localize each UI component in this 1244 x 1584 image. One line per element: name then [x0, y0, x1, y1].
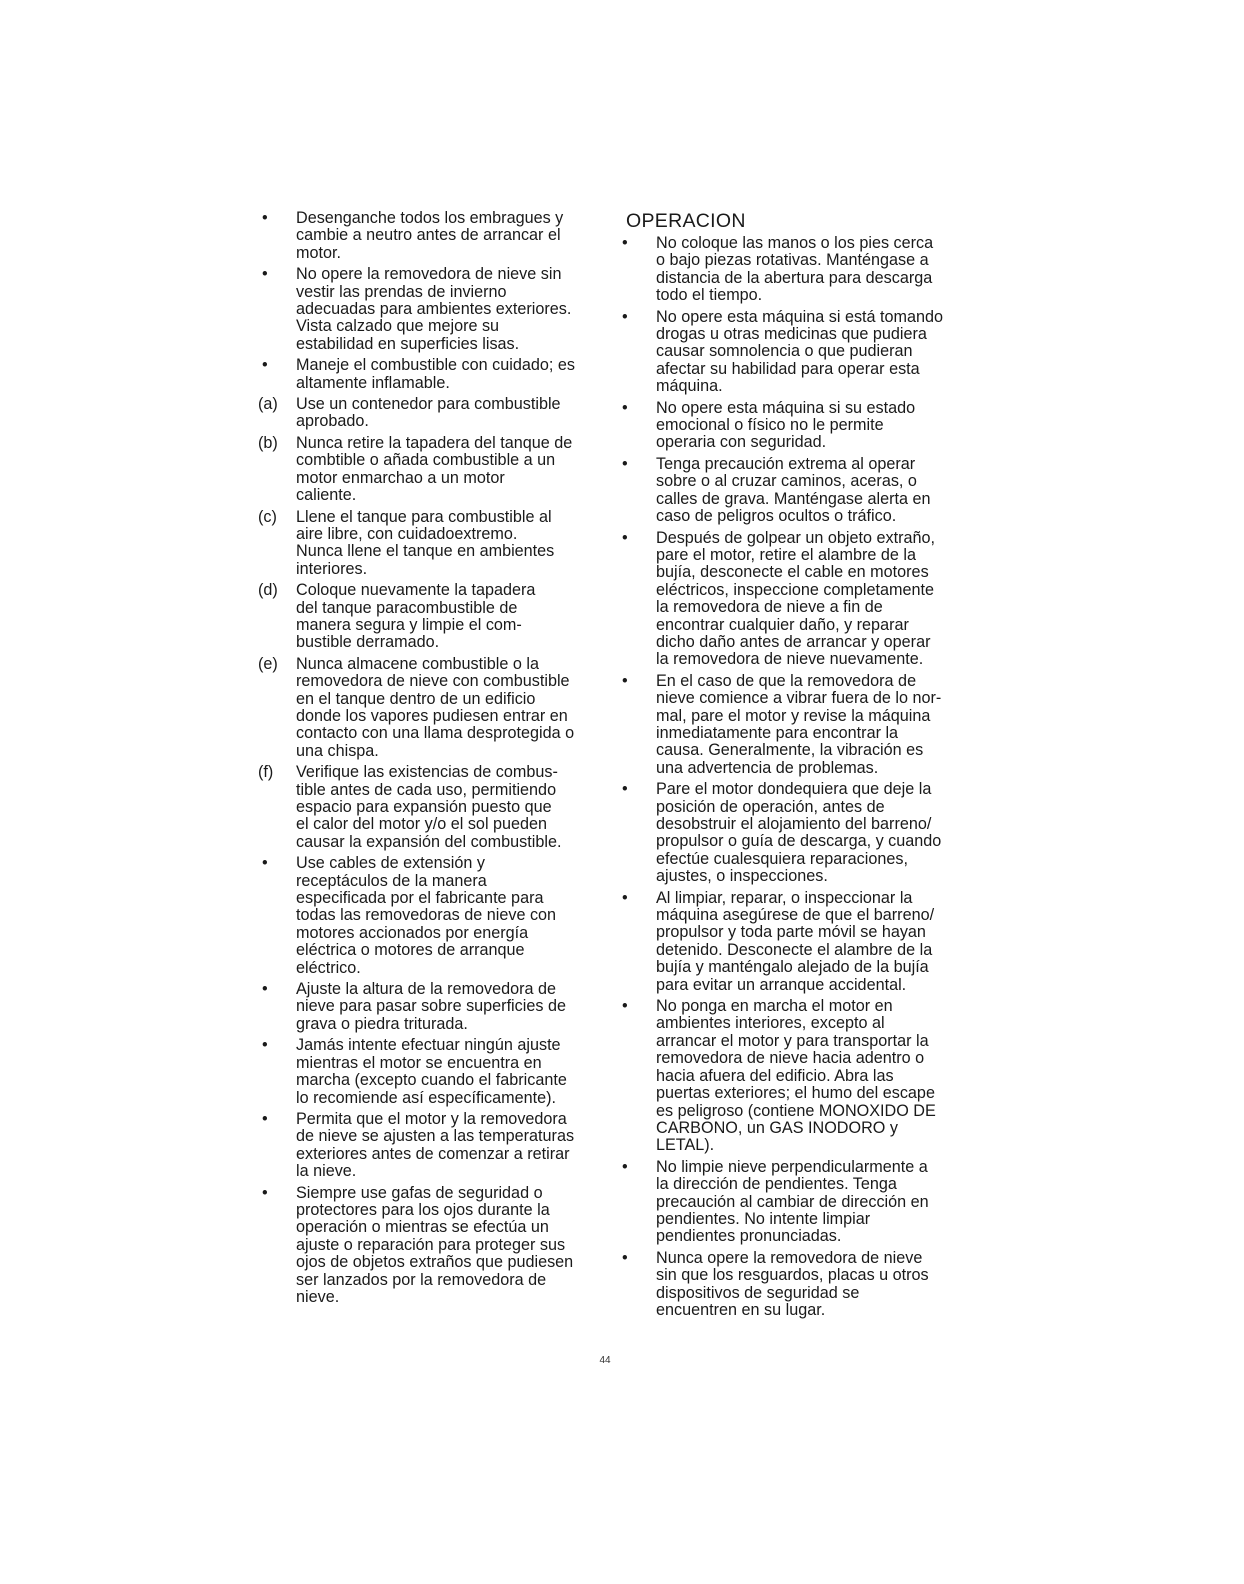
list-item — [258, 855, 604, 977]
list-item — [618, 530, 978, 669]
list-item-text: Nunca almacene combustible o la removedora de nieve con combustible en el tanque dentro de un edificio donde los vapores pudiesen entrar en contacto con una llama desprotegida o una chispa. — [296, 654, 575, 760]
list-item-text: No opere la removedora de nieve sin vestir las prendas de invierno adecuadas para ambientes exteriores. Vista calzado que mejore su estabilidad en superficies lisas. — [296, 265, 572, 353]
list-item-text: Pare el motor dondequiera que deje la posición de operación, antes de desobstruir el alojamiento del barreno/ propulsor o guía de descarga, y cuando efectúe cualesquiera reparaciones, ajustes, o inspecciones. — [656, 780, 942, 886]
list-item-text: Llene el tanque para combustible al aire libre, con cuidadoextremo. Nunca llene el tanque en ambientes interiores. — [296, 507, 555, 578]
bullet-marker: • — [622, 780, 628, 799]
list-item-text: Después de golpear un objeto extraño, pare el motor, retire el alambre de la bujía, desconecte el cable en motores eléctricos, inspeccione completamente la removedora de nieve a fin de encontrar cualquier daño, y reparar dicho daño antes de arrancar y operar la removedora de nieve nuevamente. — [656, 528, 935, 669]
list-item-text: No coloque las manos o los pies cerca o bajo piezas rotativas. Manténgase a distancia de la abertura para descarga todo el tiempo. — [656, 234, 934, 305]
bullet-marker: • — [622, 888, 628, 907]
letter-marker: (c) — [258, 507, 277, 526]
bullet-marker: • — [262, 265, 268, 284]
bullet-marker: • — [622, 1248, 628, 1267]
list-item — [618, 309, 978, 396]
page-number: 44 — [599, 1355, 611, 1366]
bullet-marker: • — [622, 528, 628, 547]
bullet-marker: • — [622, 997, 628, 1016]
list-item — [258, 1037, 604, 1107]
bullet-marker: • — [622, 1157, 628, 1176]
list-item — [618, 235, 978, 305]
list-item-text: Desenganche todos los embragues y cambie a neutro antes de arrancar el motor. — [296, 209, 564, 262]
list-item-text: Verifique las existencias de combus- tible antes de cada uso, permitiendo espacio para expansión puesto que el calor del motor y/o el sol pueden causar la expansión del combustible. — [296, 763, 562, 851]
bullet-marker: • — [262, 854, 268, 873]
list-item-text: No opere esta máquina si está tomando drogas u otras medicinas que pudiera causar somnolencia o que pudieran afectar su habilidad para operar esta máquina. — [656, 307, 944, 396]
list-item-text: Jamás intente efectuar ningún ajuste mientras el motor se encuentra en marcha (excepto cuando el fabricante lo recomiende así específicamente). — [296, 1036, 567, 1107]
left-column — [258, 210, 604, 1310]
list-item-text: Maneje el combustible con cuidado; es altamente inflamable. — [296, 356, 575, 392]
list-item-text: Nunca retire la tapadera del tanque de combtible o añada combustible a un motor enmarchao a un motor caliente. — [296, 433, 573, 505]
list-item-text: Use cables de extensión y receptáculos de la manera especificada por el fabricante para todas las removedoras de nieve con motores accionados por energía eléctrica o motores de arranque eléctrico. — [296, 854, 557, 977]
list-item-text: No ponga en marcha el motor en ambientes interiores, excepto al arrancar el motor y para transportar la removedora de nieve hacia adentro o hacia afuera del edificio. Abra las puertas exteriores; el humo del escape es peligroso (contiene MONOXIDO DE CARBONO, un GAS INODORO y LETAL). — [656, 997, 936, 1155]
letter-marker: (d) — [258, 581, 278, 600]
list-item-text: No opere esta máquina si su estado emocional o físico no le permite operaria con seguridad. — [656, 398, 916, 452]
list-item-text: Nunca opere la removedora de nieve sin que los resguardos, placas u otros dispositivos de seguridad se encuentren en su lugar. — [656, 1248, 929, 1319]
right-column — [618, 210, 978, 1323]
bullet-marker: • — [622, 307, 628, 326]
list-item — [258, 582, 604, 652]
bullet-marker: • — [262, 1109, 268, 1128]
bullet-marker: • — [622, 398, 628, 417]
list-item-text: Permita que el motor y la removedora de nieve se ajusten a las temperaturas exteriores antes de comenzar a retirar la nieve. — [296, 1109, 575, 1181]
list-item — [258, 357, 604, 392]
list-item-text: No limpie nieve perpendicularmente a la dirección de pendientes. Tenga precaución al cambiar de dirección en pendientes. No intente limpiar pendientes pronunciadas. — [656, 1157, 929, 1246]
list-item-text: Al limpiar, reparar, o inspeccionar la máquina asegúrese de que el barreno/ propulsor y toda parte móvil se hayan detenido. Desconecte el alambre de la bujía y manténgalo alejado de la bujía para evitar un arranque accidental. — [656, 888, 935, 994]
list-item-text: En el caso de que la removedora de nieve comience a vibrar fuera de lo nor- mal, pare el motor y revise la máquina inmediatamente para encontrar la causa. Generalmente, la vibración es una advertencia de problemas. — [656, 671, 942, 777]
list-item — [618, 400, 978, 452]
list-item — [258, 396, 604, 431]
bullet-marker: • — [262, 1183, 268, 1202]
bullet-marker: • — [262, 209, 268, 227]
bullet-marker: • — [262, 980, 268, 999]
section-heading: OPERACION — [626, 210, 746, 232]
list-item — [258, 764, 604, 851]
list-item — [258, 1185, 604, 1307]
list-item-text: Coloque nuevamente la tapadera del tanque paracombustible de manera segura y limpie el com- bustible derramado. — [296, 581, 536, 652]
list-item-text: Tenga precaución extrema al operar sobre o al cruzar caminos, aceras, o calles de grava. Manténgase alerta en caso de peligros ocultos o tráfico. — [656, 454, 931, 526]
list-item — [258, 656, 604, 760]
list-item — [618, 1159, 978, 1246]
letter-marker: (a) — [258, 395, 278, 414]
list-item-text: Ajuste la altura de la removedora de nieve para pasar sobre superficies de grava o piedra triturada. — [296, 980, 566, 1033]
letter-marker: (e) — [258, 654, 278, 673]
list-item — [258, 1111, 604, 1181]
list-item — [258, 266, 604, 353]
list-item-text: Siempre use gafas de seguridad o protectores para los ojos durante la operación o mientras se efectúa un ajuste o reparación para proteger sus ojos de objetos extraños que pudiesen ser lanzados por la removedora de nieve. — [296, 1183, 574, 1306]
letter-marker: (b) — [258, 433, 278, 452]
bullet-marker: • — [622, 234, 628, 252]
list-item — [258, 509, 604, 579]
list-item — [618, 890, 978, 994]
list-item — [618, 673, 978, 777]
bullet-marker: • — [622, 671, 628, 690]
list-item-text: Use un contenedor para combustible aprobado. — [296, 395, 561, 431]
list-item — [618, 781, 978, 885]
list-item — [618, 456, 978, 526]
list-item — [258, 210, 604, 262]
letter-marker: (f) — [258, 763, 274, 782]
bullet-marker: • — [622, 454, 628, 473]
list-item — [258, 435, 604, 505]
list-item — [618, 998, 978, 1155]
list-item — [258, 981, 604, 1033]
bullet-marker: • — [262, 1036, 268, 1055]
bullet-marker: • — [262, 356, 268, 375]
list-item — [618, 1250, 978, 1320]
